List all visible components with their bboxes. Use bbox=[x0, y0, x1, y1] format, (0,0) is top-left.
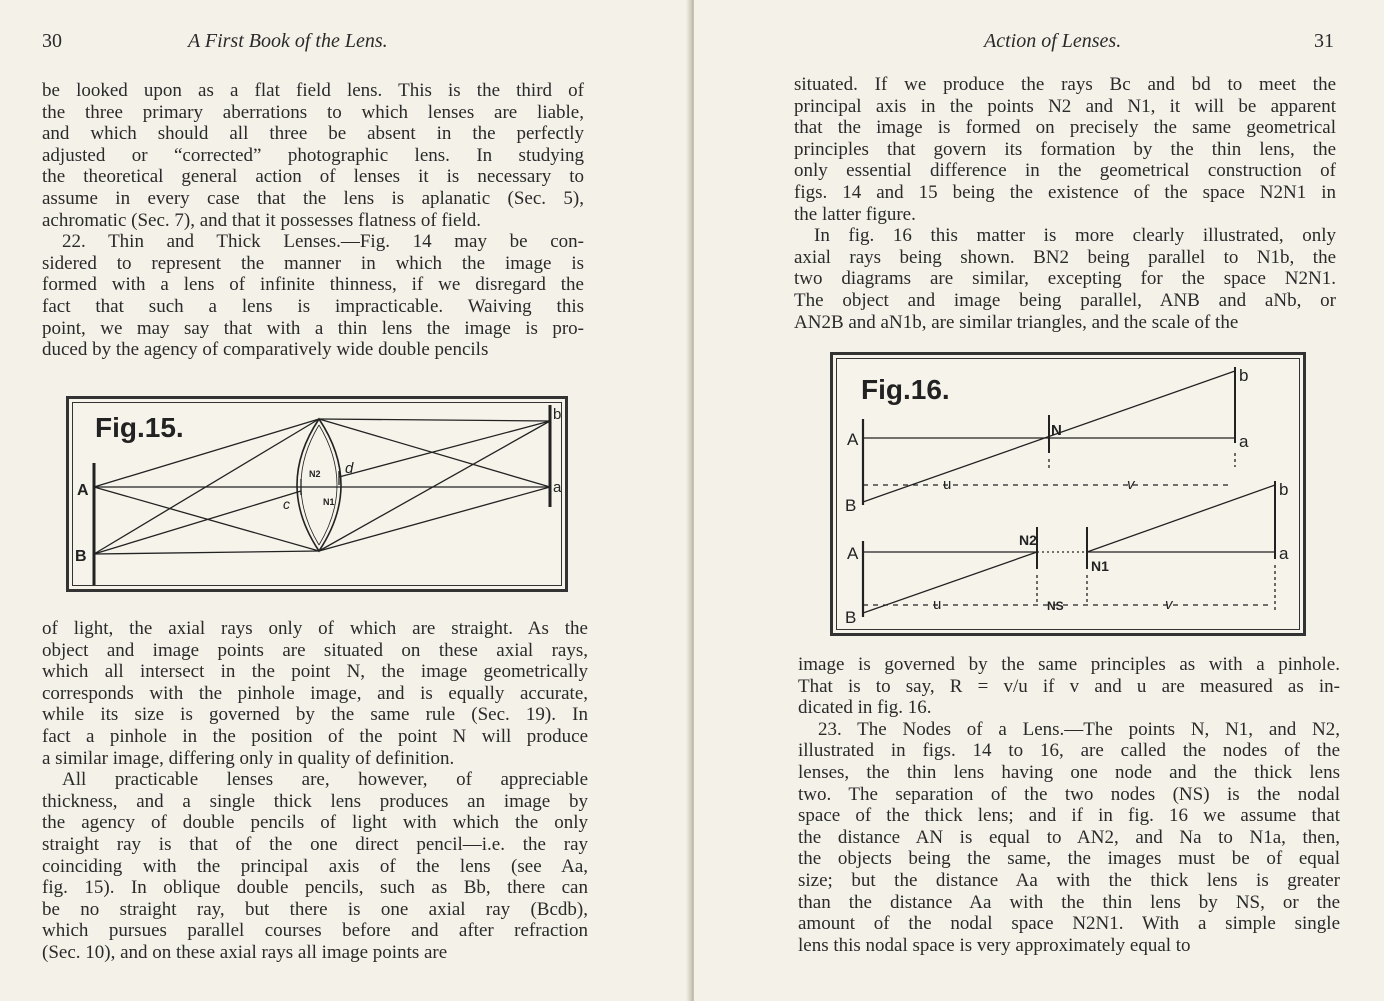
text-line: which pursues parallel courses before and after refraction bbox=[42, 920, 588, 942]
text-column-top bbox=[794, 74, 1336, 333]
text-line: straight ray is that of the one direct pencil—i.e. the ray bbox=[42, 833, 588, 855]
text-line: object and image points are situated on these axial rays, bbox=[42, 639, 588, 661]
label-N: N bbox=[1051, 422, 1062, 439]
running-head: Action of Lenses. bbox=[984, 30, 1122, 52]
text-line: space of the thick lens; and if in fig. 16 we assume that bbox=[798, 805, 1340, 827]
text-line: size; but the distance Aa with the thick lens is greater bbox=[798, 869, 1340, 891]
text-line: coinciding with the principal axis of the lens (see Aa, bbox=[42, 855, 588, 877]
text-line: All practicable lenses are, however, of appreciable bbox=[62, 769, 588, 791]
text-line: adjusted or “corrected” photographic lens. In studying bbox=[42, 144, 584, 166]
label-NS: NS bbox=[1047, 599, 1064, 613]
right-page bbox=[694, 0, 1384, 1001]
label-N2: N2 bbox=[1019, 532, 1037, 548]
label-A: A bbox=[847, 430, 859, 449]
text-line: fig. 15). In oblique double pencils, such as Bb, there can bbox=[42, 877, 588, 899]
page-number: 31 bbox=[1314, 30, 1334, 52]
text-line: That is to say, R = v/u if v and u are measured as in- bbox=[798, 675, 1340, 697]
text-column-bottom bbox=[42, 618, 588, 964]
label-B: B bbox=[75, 548, 87, 565]
text-line: be no straight ray, but there is one axial ray (Bcdb), bbox=[42, 898, 588, 920]
left-page bbox=[0, 0, 690, 1001]
text-line: axial rays being shown. BN2 being parallel to N1b, the bbox=[794, 246, 1336, 268]
figure-title: Fig.16. bbox=[861, 374, 950, 405]
label-a: a bbox=[553, 479, 562, 496]
text-line: amount of the nodal space N2N1. With a simple single bbox=[798, 913, 1340, 935]
text-line: lens this nodal space is very approximately equal to bbox=[798, 934, 1191, 956]
text-line: illustrated in figs. 14 to 16, are called the nodes of the bbox=[798, 740, 1340, 762]
text-line: situated. If we produce the rays Bc and bd to meet the bbox=[794, 74, 1336, 95]
text-line: and which should all three be absent in the perfectly bbox=[42, 123, 584, 145]
text-line: achromatic (Sec. 7), and that it possesses flatness of field. bbox=[42, 209, 481, 231]
text-line: the distance AN is equal to AN2, and Na to N1a, then, bbox=[798, 826, 1340, 848]
text-line: point, we may say that with a thin lens the image is pro- bbox=[42, 317, 584, 339]
text-line: be looked upon as a flat field lens. This is the third of bbox=[42, 80, 584, 101]
label-b: b bbox=[553, 406, 562, 423]
label-c: c bbox=[283, 496, 290, 512]
text-line: than the distance Aa with the thin lens by NS, or the bbox=[798, 891, 1340, 913]
label-v: v bbox=[1165, 596, 1173, 613]
label-N1: N1 bbox=[1091, 558, 1109, 574]
text-line: duced by the agency of comparatively wide double pencils bbox=[42, 339, 489, 361]
text-line: the latter figure. bbox=[794, 203, 916, 225]
text-line: image is governed by the same principles as with a pinhole. bbox=[798, 654, 1340, 675]
text-line: two diagrams are similar, excepting for the space N2N1. bbox=[794, 268, 1336, 290]
text-column-top bbox=[42, 80, 584, 361]
text-line: thickness, and a single thick lens produces an image by bbox=[42, 790, 588, 812]
text-line: that the image is formed on precisely the same geometrical bbox=[794, 117, 1336, 139]
text-line: the objects being the same, the images must be of equal bbox=[798, 848, 1340, 870]
text-line: figs. 14 and 15 being the existence of the space N2N1 in bbox=[794, 181, 1336, 203]
label-u: u bbox=[933, 596, 942, 613]
text-line: of light, the axial rays only of which are straight. As the bbox=[42, 618, 588, 639]
text-line: The object and image being parallel, ANB and aNb, or bbox=[794, 289, 1336, 311]
label-a: a bbox=[1279, 544, 1289, 563]
text-line: assume in every case that the lens is aplanatic (Sec. 5), bbox=[42, 187, 584, 209]
figure-title: Fig.15. bbox=[95, 412, 184, 443]
text-line: 23. The Nodes of a Lens.—The points N, N1, and N2, bbox=[818, 718, 1340, 740]
text-line: (Sec. 10), and on these axial rays all image points are bbox=[42, 941, 448, 963]
label-A: A bbox=[77, 482, 89, 499]
text-line: the agency of double pencils of light with which the only bbox=[42, 812, 588, 834]
text-column-bottom bbox=[798, 654, 1340, 956]
figure-15 bbox=[66, 396, 568, 592]
text-line: sidered to represent the manner in which the image is bbox=[42, 252, 584, 274]
text-line: which all intersect in the point N, the image geometrically bbox=[42, 661, 588, 683]
text-line: two. The separation of the two nodes (NS) is the nodal bbox=[798, 783, 1340, 805]
label-d: d bbox=[345, 460, 354, 477]
text-line: AN2B and aN1b, are similar triangles, and the scale of the bbox=[794, 311, 1239, 333]
label-b: b bbox=[1239, 366, 1249, 385]
text-line: principles that govern its formation by the thin lens, the bbox=[794, 138, 1336, 160]
text-line: only essential difference in the geometrical construction of bbox=[794, 160, 1336, 182]
label-N1: N1 bbox=[323, 497, 335, 507]
page-number: 30 bbox=[42, 30, 62, 52]
text-line: the theoretical general action of lenses it is necessary to bbox=[42, 166, 584, 188]
text-line: a similar image, differing only in quality of definition. bbox=[42, 747, 455, 769]
text-line: the three primary aberrations to which lenses are liable, bbox=[42, 101, 584, 123]
text-line: principal axis in the points N2 and N1, it will be apparent bbox=[794, 95, 1336, 117]
running-head: A First Book of the Lens. bbox=[188, 30, 388, 52]
text-line: In fig. 16 this matter is more clearly illustrated, only bbox=[814, 225, 1336, 247]
label-A: A bbox=[847, 544, 859, 563]
label-b: b bbox=[1279, 480, 1289, 499]
label-a: a bbox=[1239, 432, 1249, 451]
label-v: v bbox=[1127, 476, 1135, 493]
text-line: fact a pinhole in the position of the point N will produce bbox=[42, 725, 588, 747]
figure-16 bbox=[830, 352, 1306, 636]
text-line: dicated in fig. 16. bbox=[798, 697, 932, 719]
label-B: B bbox=[845, 608, 857, 627]
label-N2: N2 bbox=[309, 469, 321, 479]
text-line: formed with a lens of infinite thinness, if we disregard the bbox=[42, 274, 584, 296]
label-B: B bbox=[845, 496, 857, 515]
text-line: 22. Thin and Thick Lenses.—Fig. 14 may be con- bbox=[62, 231, 584, 253]
label-u: u bbox=[943, 476, 952, 493]
text-line: while its size is governed by the same rule (Sec. 19). In bbox=[42, 704, 588, 726]
text-line: lenses, the thin lens having one node and the thick lens bbox=[798, 761, 1340, 783]
text-line: fact that such a lens is impracticable. Waiving this bbox=[42, 295, 584, 317]
text-line: corresponds with the pinhole image, and is equally accurate, bbox=[42, 682, 588, 704]
